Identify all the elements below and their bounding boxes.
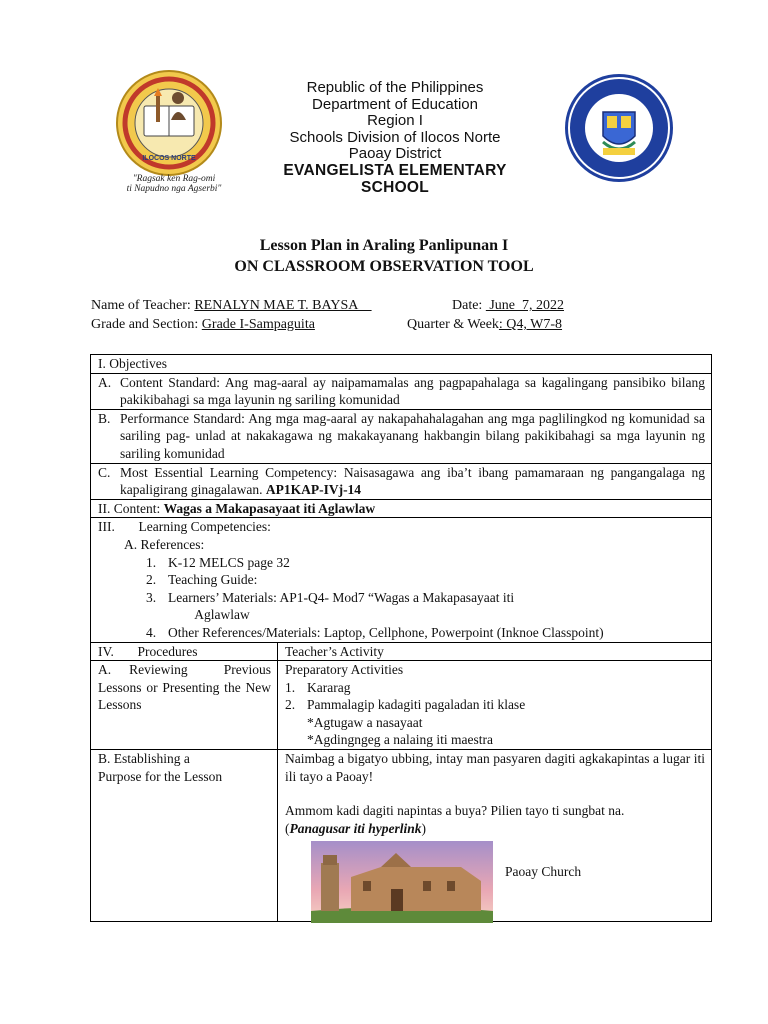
ref-text: Teaching Guide: [168,572,258,588]
motto-line-2: ti Napudno nga Agserbi" [126,184,222,194]
item-number: 1. [285,679,296,695]
lesson-plan-table [90,354,712,922]
deped-seal-logo [114,68,224,180]
competencies-cell [91,518,712,642]
list-item [98,589,705,607]
republic-line: Republic of the Philippines [306,79,484,96]
teacher-label: Name of Teacher: [91,298,195,313]
procedures-heading: IV. Procedures [91,642,278,661]
table-row [91,373,712,409]
references-label: A. References: [124,536,205,552]
ref-number: 3. [146,589,157,605]
hyperlink-hint: Panagusar iti hyperlink [289,820,422,836]
objective-a-cell [91,373,712,409]
objective-a-text: Content Standard: Ang mag-aaral ay naipamamalas ang pagpapahalaga sa kagalingang pansibiko bilang pakikibahagi sa mga layunin ng sariling komunidad [120,374,705,408]
department-line: Department of Education [312,95,478,113]
table-row [91,463,712,499]
objective-c-cell [91,463,712,499]
ref-text: Learners’ Materials: AP1-Q4- Mod7 “Wagas a Makapasayaat iti [168,589,515,605]
title-line-2: ON CLASSROOM OBSERVATION TOOL [234,258,534,275]
objectives-heading: I. Objectives [91,355,712,374]
content-cell [91,499,712,518]
question-paragraph: Ammom kadi dagiti napintas a buya? Pilien tayo ti sungbat na. [285,803,625,819]
table-row [91,642,712,661]
ref-text: K-12 MELCS page 32 [168,554,290,570]
document-title [0,235,768,277]
objective-c-label: C. [98,464,111,480]
quarter-label: Quarter & Week [407,317,499,332]
procedure-a-activity [278,661,712,750]
teacher-info-row [91,297,372,315]
school-name: EVANGELISTA ELEMENTARY SCHOOL [283,161,507,196]
procedure-b-activity [278,750,712,922]
procedure-a-label: A. Reviewing Previous Lessons or Presenting the New Lessons [91,661,278,750]
grade-value: Grade I-Sampaguita [201,317,315,332]
table-row [91,518,712,642]
activity-heading: Teacher’s Activity [278,642,712,661]
title-line-1: Lesson Plan in Araling Panlipunan I [259,237,509,254]
item-text: Pammalagip kadagiti pagaladan iti klase [307,697,526,713]
list-item [285,696,705,714]
hint-line: (Panagusar iti hyperlink) [285,820,427,836]
table-row [91,355,712,374]
preparatory-title: Preparatory Activities [285,662,404,678]
letterhead-text [250,80,540,196]
division-line: Schools Division of Ilocos Norte [289,128,501,146]
date-label: Date: [452,298,486,313]
motto-line-1: "Ragsak ken Rag-omi [132,174,216,184]
paoay-church-image[interactable] [311,841,493,923]
item-number: 2. [285,697,296,713]
quarter-value: : Q4, W7-8 [498,317,563,332]
procedure-b-label-line-2: Purpose for the Lesson [98,768,223,784]
church-picture-area [285,837,705,921]
ref-number: 1. [146,554,157,570]
procedure-b-label-line-1: B. Establishing a [98,751,190,767]
table-row [91,499,712,518]
school-seal-logo [563,72,675,184]
deped-motto [116,174,232,194]
item-text: Kararag [307,679,351,695]
list-item: *Agtugaw a nasayaat [307,714,423,730]
content-label: II. Content: [98,500,164,516]
list-item [98,624,705,642]
procedure-b-label [91,750,278,922]
table-row [91,661,712,750]
list-item: *Agdingngeg a nalaing iti maestra [307,732,493,748]
table-row [91,409,712,463]
ref-text: Aglawlaw [168,607,250,623]
objective-b-label: B. [98,410,111,426]
ref-text: Other References/Materials: Laptop, Cellphone, Powerpoint (Inknoe Classpoint) [168,624,604,640]
ref-number: 2. [146,572,157,588]
ref-number: 4. [146,624,157,640]
letterhead [0,62,768,196]
table-row [91,750,712,922]
grade-label: Grade and Section: [91,317,202,332]
objective-c-text: Most Essential Learning Competency: Naisasagawa ang iba’t ibang pamamaraan ng pangangalaga ng kapaligirang ginagalawan. [120,464,705,498]
competencies-heading: III. Learning Competencies: [98,519,271,535]
objective-a-label: A. [98,374,112,390]
quarter-info [407,316,562,334]
date-value: June 7, 2022 [485,298,564,313]
competency-code: AP1KAP-IVj-14 [265,482,362,498]
date-info [452,297,564,315]
content-value: Wagas a Makapasayaat iti Aglawlaw [163,500,376,516]
region-line: Region I [367,112,423,130]
list-item [98,571,705,589]
church-caption: Paoay Church [505,864,582,880]
ref-number [146,606,168,624]
objective-b-text: Performance Standard: Ang mga mag-aaral ay nakapahahalagahan ang mga paglilingkod ng komunidad sa sariling pag- unlad at nakakagawa ng makakayanang hakbangin bilang pakikibahagi sa mga layunin ng sariling komunidad [120,410,705,461]
teacher-value: RENALYN MAE T. BAYSA [194,298,372,313]
list-item [285,679,705,697]
greeting-paragraph: Naimbag a bigatyo ubbing, intay man pasyaren dagiti agkakapintas a lugar iti ili tayo a Paoay! [285,751,705,784]
list-item [98,554,705,572]
district-line: Paoay District [348,145,442,163]
objective-b-cell [91,409,712,463]
list-item [98,606,705,624]
svg-text:ILOCOS NORTE: ILOCOS NORTE [142,155,196,162]
grade-info-row [91,316,315,334]
